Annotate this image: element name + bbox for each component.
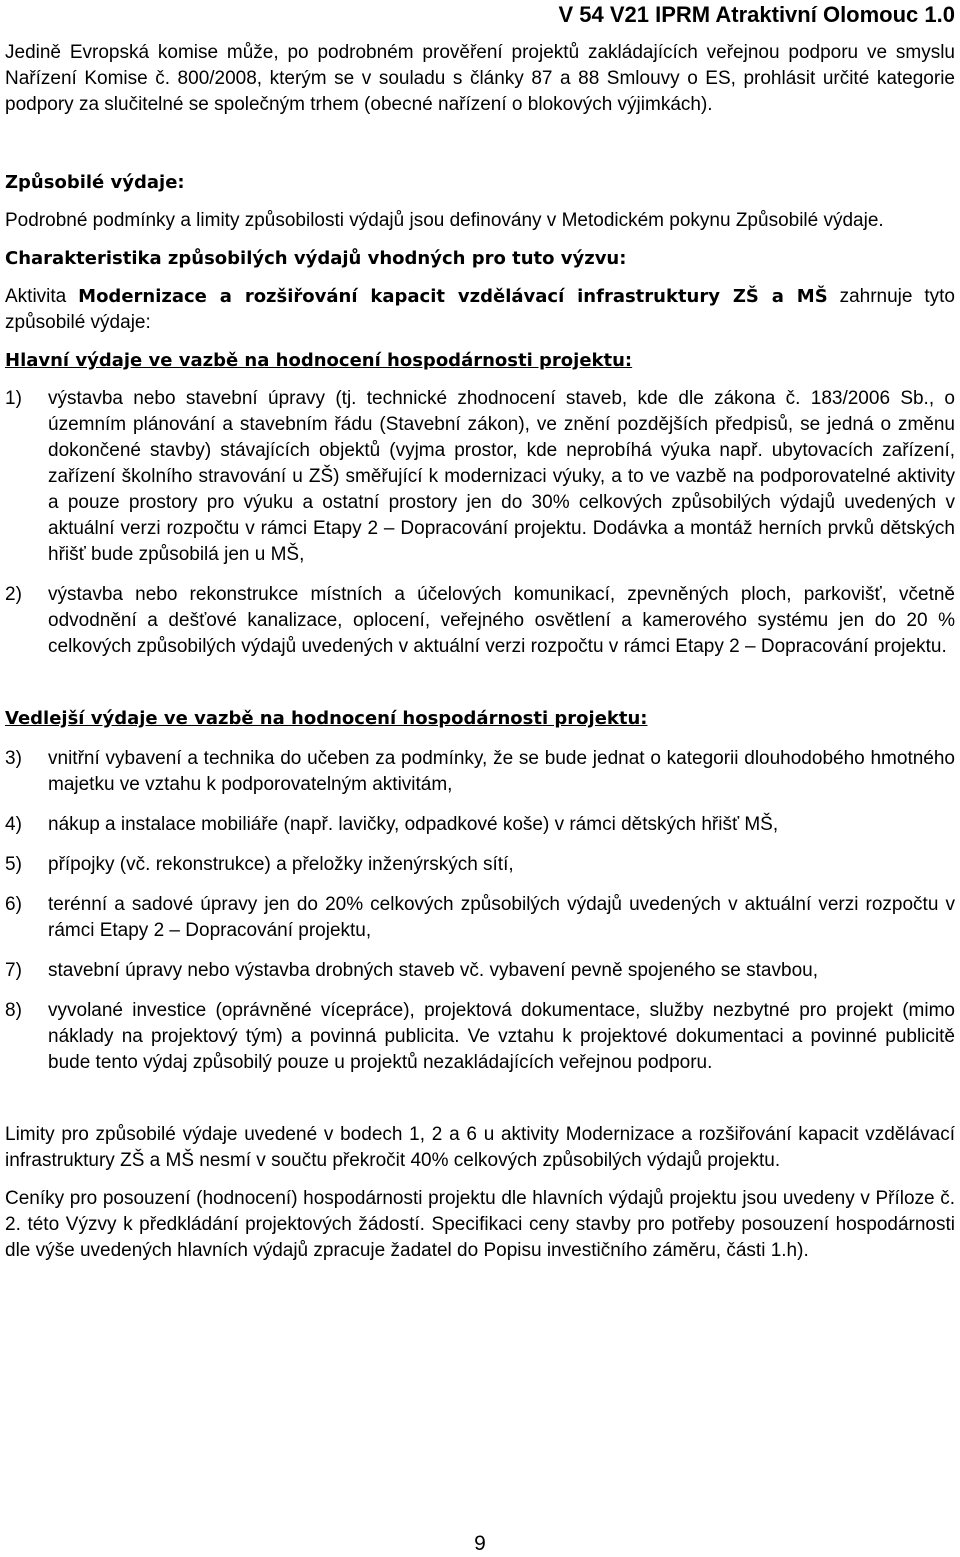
list-item: [5, 812, 955, 838]
list-item-number: 6): [5, 894, 22, 915]
list-item: [5, 958, 955, 984]
list-item-text: nákup a instalace mobiliáře (např. lavičky, odpadkové koše) v rámci dětských hřišť MŠ,: [48, 814, 779, 835]
list-item-number: 3): [5, 748, 22, 769]
list-item-number: 2): [5, 584, 22, 605]
activity-suffix: zahrnuje tyto způsobilé výdaje:: [5, 286, 955, 333]
page-body: [5, 40, 955, 1264]
list-item: [5, 892, 955, 944]
list-item-text: stavební úpravy nebo výstavba drobných staveb vč. vybavení pevně spojeného se stavbou,: [48, 960, 818, 981]
eligible-paragraph: Podrobné podmínky a limity způsobilosti výdajů jsou definovány v Metodickém pokynu Způsobilé výdaje.: [5, 210, 884, 231]
list-item: [5, 998, 955, 1076]
main-expenses-heading: Hlavní výdaje ve vazbě na hodnocení hospodárnosti projektu:: [5, 350, 633, 371]
list-item-text: vyvolané investice (oprávněné vícepráce), projektová dokumentace, služby nezbytné pro projekt (mimo náklady na projektový tým) a povinná publicita. Ve vztahu k projektové dokumentaci a povinné publicitě bude tento výdaj způsobilý pouze u projektů nezakládajících veřejnou podporu.: [48, 1000, 955, 1073]
list-item-number: 8): [5, 1000, 22, 1021]
list-item-text: výstavba nebo stavební úpravy (tj. technické zhodnocení staveb, kde dle zákona č. 183/2006 Sb., o územním plánování a stavebním řádu (Stavební zákon), ve znění pozdějších předpisů, se jedná o změnu dokončené stavby) stávajících objektů (vyjma prostor, kde neprobíhá výuka např. ubytovacích zařízení, zařízení školního stravování u ZŠ) směřující k modernizaci výuky, a to ve vazbě na podporovatelné aktivity a pouze prostory pro výuku a ostatní prostory jen do 30% celkových způsobilých výdajů uvedených v aktuální verzi rozpočtu v rámci Etapy 2 – Dopracování projektu. Dodávka a montáž herních prvků dětských hřišť bude způsobilá jen u MŠ,: [48, 388, 955, 565]
prices-paragraph: Ceníky pro posouzení (hodnocení) hospodárnosti projektu dle hlavních výdajů projektu jsou uvedeny v Příloze č. 2. této Výzvy k předkládání projektových žádostí. Specifikaci ceny stavby pro potřeby posouzení hospodárnosti dle výše uvedených hlavních výdajů zpracuje žadatel do Popisu investičního záměru, části 1.h).: [5, 1188, 955, 1261]
document-header: V 54 V21 IPRM Atraktivní Olomouc 1.0: [558, 2, 955, 27]
list-item: [5, 582, 955, 660]
intro-paragraph: Jedině Evropská komise může, po podrobném prověření projektů zakládajících veřejnou podporu ve smyslu Nařízení Komise č. 800/2008, kterým se v souladu s články 87 a 88 Smlouvy o ES, prohlásit určité kategorie podpory za slučitelné se společným trhem (obecné nařízení o blokových výjimkách).: [5, 42, 955, 115]
list-item: [5, 386, 955, 568]
activity-paragraph: [5, 284, 955, 336]
activity-name: Modernizace a rozšiřování kapacit vzdělávací infrastruktury ZŠ a MŠ: [78, 286, 828, 307]
characteristics-heading: Charakteristika způsobilých výdajů vhodných pro tuto výzvu:: [5, 248, 627, 269]
list-item-number: 5): [5, 854, 22, 875]
eligible-heading: Způsobilé výdaje:: [5, 172, 185, 193]
list-item-number: 4): [5, 814, 22, 835]
list-item-text: vnitřní vybavení a technika do učeben za podmínky, že se bude jednat o kategorii dlouhodobého hmotného majetku ve vztahu k podporovatelným aktivitám,: [48, 748, 955, 795]
page-number: 9: [474, 1532, 486, 1555]
list-item: [5, 852, 955, 878]
list-item: [5, 746, 955, 798]
secondary-expenses-heading: Vedlejší výdaje ve vazbě na hodnocení hospodárnosti projektu:: [5, 708, 648, 729]
list-item-number: 1): [5, 388, 22, 409]
list-item-text: výstavba nebo rekonstrukce místních a účelových komunikací, zpevněných ploch, parkovišť, včetně odvodnění a dešťové kanalizace, oplocení, veřejného osvětlení a kamerového systému jen do 20 % celkových způsobilých výdajů uvedených v aktuální verzi rozpočtu v rámci Etapy 2 – Dopracování projektu.: [48, 584, 955, 657]
limits-paragraph: Limity pro způsobilé výdaje uvedené v bodech 1, 2 a 6 u aktivity Modernizace a rozšiřování kapacit vzdělávací infrastruktury ZŠ a MŠ nesmí v součtu překročit 40% celkových způsobilých výdajů projektu.: [5, 1124, 955, 1171]
list-item-number: 7): [5, 960, 22, 981]
list-item-text: přípojky (vč. rekonstrukce) a přeložky inženýrských sítí,: [48, 854, 514, 875]
activity-prefix: Aktivita: [5, 286, 79, 307]
list-item-text: terénní a sadové úpravy jen do 20% celkových způsobilých výdajů uvedených v aktuální verzi rozpočtu v rámci Etapy 2 – Dopracování projektu,: [48, 894, 955, 941]
